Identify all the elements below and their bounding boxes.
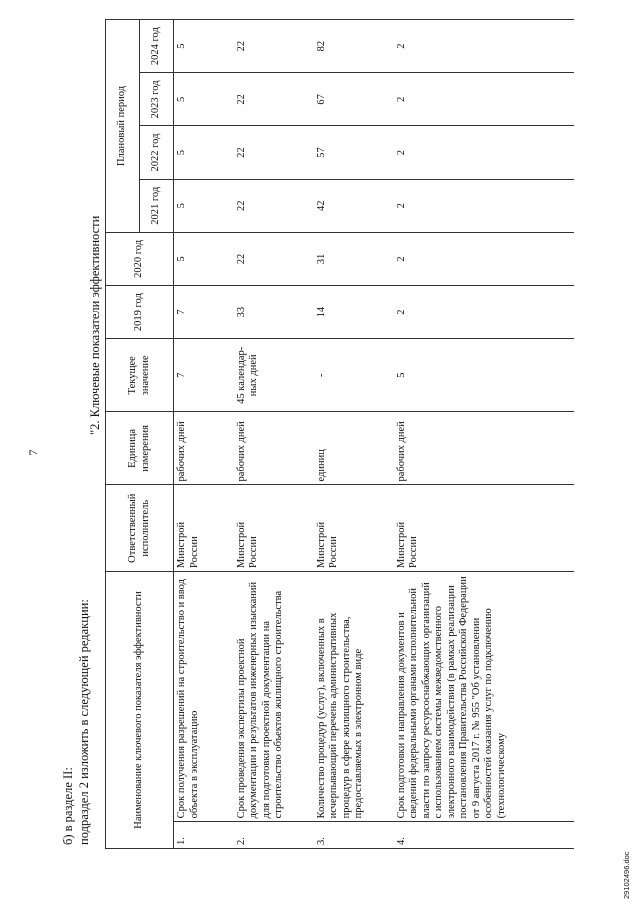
- row-number: 4.: [394, 822, 574, 849]
- header-executor: Ответственный исполнитель: [106, 485, 174, 571]
- row-2023: 67: [314, 73, 394, 126]
- row-current: 45 календар-ных дней: [234, 339, 314, 412]
- row-unit: единиц: [314, 412, 394, 485]
- table-row: [314, 20, 394, 849]
- page-number: 7: [26, 449, 40, 456]
- row-2020: 31: [314, 232, 394, 285]
- row-2024: 22: [234, 20, 314, 73]
- header-planned-period: Плановый период: [106, 20, 140, 233]
- row-2024: 2: [394, 20, 574, 73]
- row-unit: рабочих дней: [234, 412, 314, 485]
- row-current: 7: [174, 339, 234, 412]
- header-2023: 2023 год: [140, 73, 174, 126]
- row-name: Срок получения разрешений на строительство и ввод объекта в эксплуатацию: [174, 571, 234, 821]
- row-2019: 33: [234, 286, 314, 339]
- intro-text: [60, 599, 92, 845]
- row-2021: 5: [174, 179, 234, 232]
- row-2021: 2: [394, 179, 574, 232]
- row-current: -: [314, 339, 394, 412]
- table-row: [174, 20, 234, 849]
- row-name: Срок подготовки и направления документов и сведений федеральными органами исполнительной власти по запросу ресурсоснабжающих организаций с использованием системы межведомственного электронного взаимодействия (в рамках реализации постановления Правительства Российской Федерации от 9 августа 2017 г. № 955 "Об установлении особенностей оказания услуг по подключению (технологическому: [394, 571, 574, 821]
- row-number: 2.: [234, 822, 314, 849]
- intro-line-2: подраздел 2 изложить в следующей редакции:: [77, 599, 91, 845]
- row-2020: 22: [234, 232, 314, 285]
- row-2023: 2: [394, 73, 574, 126]
- row-2022: 22: [234, 126, 314, 179]
- row-current: 5: [394, 339, 574, 412]
- file-name: 29102496.doc: [622, 851, 631, 899]
- row-2022: 57: [314, 126, 394, 179]
- header-2022: 2022 год: [140, 126, 174, 179]
- header-2019: 2019 год: [106, 286, 174, 339]
- header-2024: 2024 год: [140, 20, 174, 73]
- row-2020: 5: [174, 232, 234, 285]
- kpi-table: [105, 19, 574, 849]
- row-2019: 2: [394, 286, 574, 339]
- intro-line-1: б) в разделе II:: [61, 767, 75, 845]
- row-2019: 7: [174, 286, 234, 339]
- header-2020: 2020 год: [106, 232, 174, 285]
- row-2022: 5: [174, 126, 234, 179]
- row-executor: Минстрой России: [314, 485, 394, 571]
- header-2021: 2021 год: [140, 179, 174, 232]
- row-executor: Минстрой России: [234, 485, 314, 571]
- row-2024: 5: [174, 20, 234, 73]
- row-name: Количество процедур (услуг), включенных в исчерпывающий перечень административных процедур в сфере жилищного строительства, предоставляемых в электронном виде: [314, 571, 394, 821]
- header-name: Наименование ключевого показателя эффективности: [106, 571, 174, 848]
- table-row: [394, 20, 574, 849]
- row-2022: 2: [394, 126, 574, 179]
- row-2019: 14: [314, 286, 394, 339]
- row-2023: 5: [174, 73, 234, 126]
- row-number: 3.: [314, 822, 394, 849]
- row-2020: 2: [394, 232, 574, 285]
- header-unit: Единица измерения: [106, 412, 174, 485]
- row-executor: Минстрой России: [174, 485, 234, 571]
- table-row: [234, 20, 314, 849]
- row-name: Срок проведения экспертизы проектной документации и результатов инженерных изысканий для подготовки проектной документации на строительство объектов жилищного строительства: [234, 571, 314, 821]
- row-executor: Минстрой России: [394, 485, 574, 571]
- table-title: "2. Ключевые показатели эффективности: [88, 215, 102, 435]
- row-unit: рабочих дней: [174, 412, 234, 485]
- row-2021: 22: [234, 179, 314, 232]
- header-current: Текущее значение: [106, 339, 174, 412]
- row-unit: рабочих дней: [394, 412, 574, 485]
- row-2021: 42: [314, 179, 394, 232]
- row-number: 1.: [174, 822, 234, 849]
- row-2024: 82: [314, 20, 394, 73]
- row-2023: 22: [234, 73, 314, 126]
